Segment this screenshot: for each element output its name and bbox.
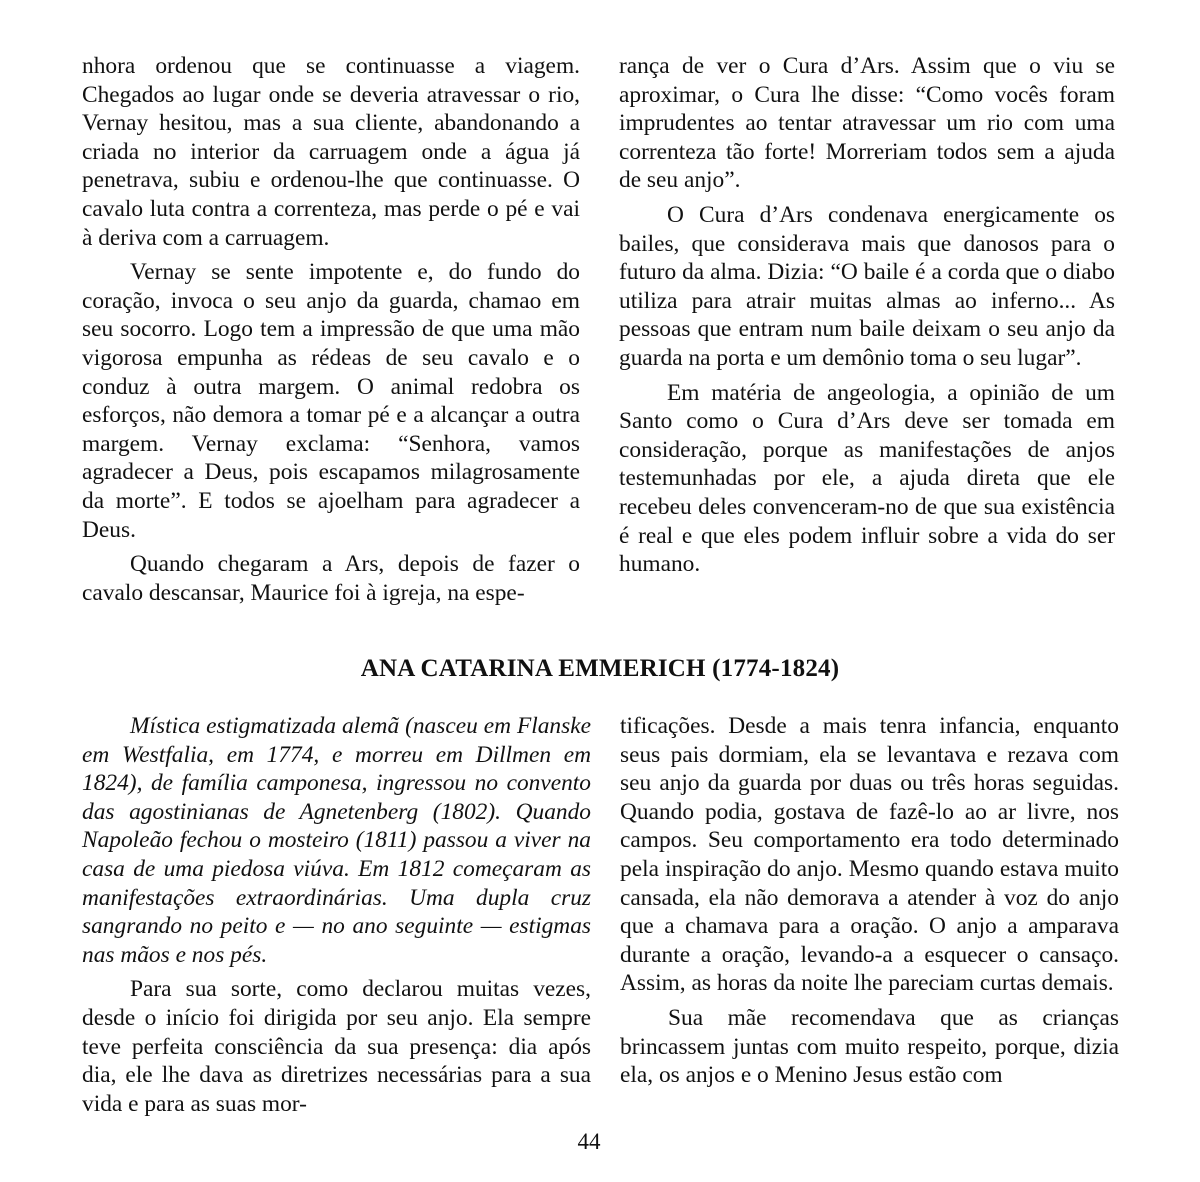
bottom-left-column <box>82 712 591 1118</box>
section-title: ANA CATARINA EMMERICH (1774-1824) <box>360 655 840 682</box>
paragraph-arrival-at-ars: Quando chegaram a Ars, depois de fazer o cavalo descansar, Maurice foi à igreja, na espe- <box>82 551 580 606</box>
bottom-right-column <box>620 712 1119 1090</box>
paragraph-childhood-prayer: tificações. Desde a mais tenra infancia, enquanto seus pais dormiam, ela se levantava e rezava com seu anjo da guarda por duas ou três horas seguidas. Quando podia, gostava de fazê-lo ao ar livre, nos campos. Seu comportamento era todo determinado pela inspiração do anjo. Mesmo quando estava muito cansada, ela não demorava a atender à voz do anjo que a chamava para a oração. O anjo a amparava durante a oração, levando-a a esquecer o cansaço. Assim, as horas da noite lhe pareciam curtas demais. <box>620 713 1119 997</box>
paragraph-guided-by-angel: Para sua sorte, como declarou muitas vezes, desde o início foi dirigida por seu anjo. Ela sempre teve perfeita consciência da sua presença: dia após dia, ele lhe dava as diretrizes necessárias para a sua vida e para as suas mor- <box>82 976 591 1117</box>
paragraph-guardian-angel-rescue: Vernay se sente impotente e, do fundo do coração, invoca o seu anjo da guarda, chamao em seu socorro. Logo tem a impressão de que uma mão vigorosa empunha as rédeas de seu cavalo e o conduz à outra margem. O animal redobra os esforços, não demora a tomar pé e a alcançar a outra margem. Vernay exclama: “Senhora, vamos agradecer a Deus, pois escapamos milagrosamente da morte”. E todos se ajoelham para agradecer a Deus. <box>82 259 580 543</box>
paragraph-biography-intro: Mística estigmatizada alemã (nasceu em Flanske em Westfalia, em 1774, e morreu em Dillmen em 1824), de família camponesa, ingressou no convento das agostinianas de Agnetenberg (1802). Quando Napoleão fechou o mosteiro (1811) passou a viver na casa de uma piedosa viúva. Em 1812 começaram as manifestações extraordinárias. Uma dupla cruz sangrando no peito e — no ano seguinte — estigmas nas mãos e nos pés. <box>82 713 591 968</box>
paragraph-river-crossing: nhora ordenou que se continuasse a viagem. Chegados ao lugar onde se deveria atravessar o rio, Vernay hesitou, mas a sua cliente, abandonando a criada no interior da carruagem onde a água já penetrava, subiu e ordenou-lhe que continuasse. O cavalo luta contra a correnteza, mas perde o pé e vai à deriva com a carruagem. <box>82 53 580 251</box>
paragraph-dances-condemned: O Cura d’Ars condenava energicamente os bailes, que considerava mais que danosos para o futuro da alma. Dizia: “O baile é a corda que o diabo utiliza para atrair muitas almas ao inferno... As pessoas que entram num baile deixam o seu anjo da guarda na porta e um demônio toma o seu lugar”. <box>619 201 1115 371</box>
top-left-column <box>82 52 580 607</box>
paragraph-mother-recommendation: Sua mãe recomendava que as crianças brincassem juntas com muito respeito, porque, dizia ela, os anjos e o Menino Jesus estão com <box>620 1004 1119 1089</box>
paragraph-angelology-opinion: Em matéria de angeologia, a opinião de um Santo como o Cura d’Ars deve ser tomada em consideração, porque as manifestações de anjos testemunhadas por ele, a ajuda direta que ele recebeu deles convenceram-no de que sua existência é real e que eles podem influir sobre a vida do ser humano. <box>619 379 1115 578</box>
top-right-column <box>619 52 1115 579</box>
paragraph-cura-warning: rança de ver o Cura d’Ars. Assim que o viu se aproximar, o Cura lhe disse: “Como vocês foram imprudentes ao tentar atravessar um rio com uma correnteza tão forte! Morreriam todos sem a ajuda de seu anjo”. <box>619 53 1115 194</box>
page-number: 44 <box>577 1129 601 1154</box>
